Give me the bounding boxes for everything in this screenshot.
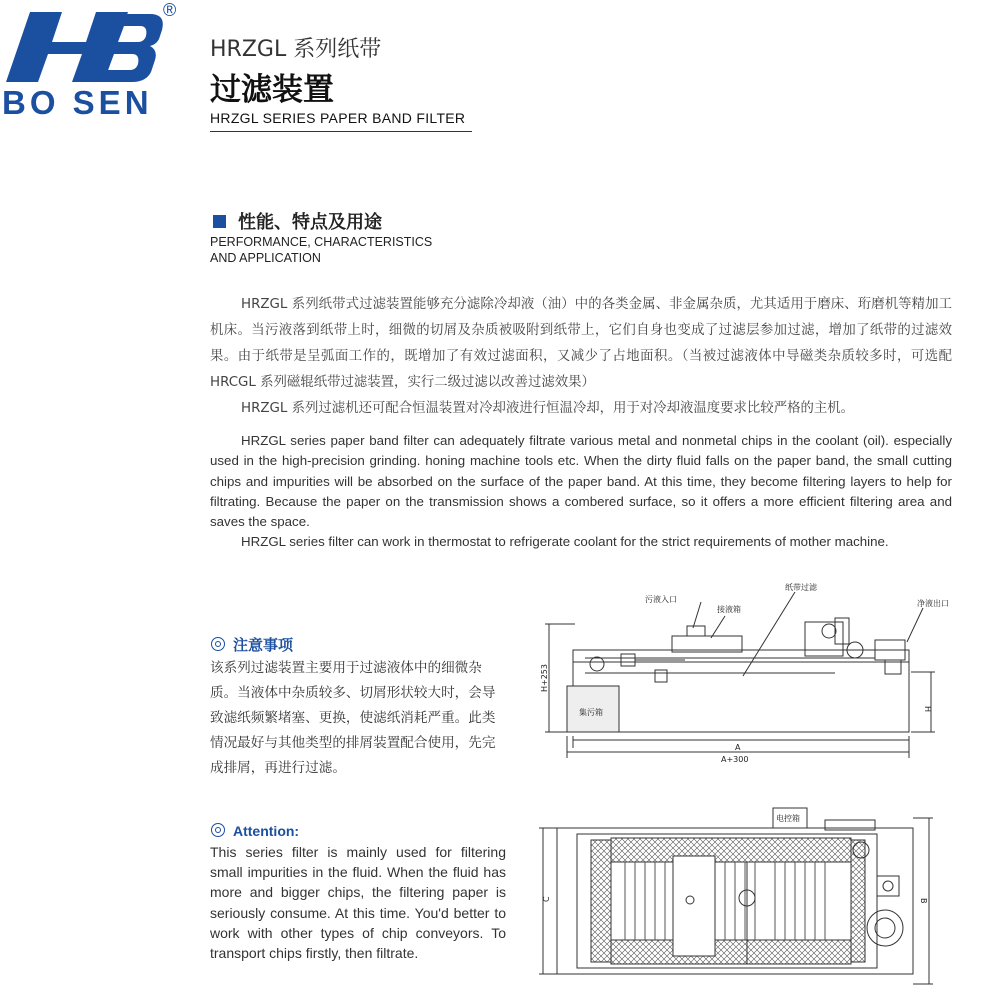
section-title-en: [210, 234, 432, 266]
section-title-en-line1: PERFORMANCE, CHARACTERISTICS: [210, 235, 433, 249]
description-cn: [210, 292, 952, 422]
section-heading: [213, 208, 382, 234]
drive-roller: [590, 657, 604, 671]
title-series: HRZGL 系列纸带: [210, 37, 382, 62]
pump-unit: [867, 910, 903, 946]
brand-name: BO SEN: [2, 84, 153, 121]
section-title-cn: 性能、特点及用途: [238, 212, 382, 233]
title-product: 过滤装置: [210, 72, 334, 108]
label-receiver: 接液箱: [717, 605, 741, 614]
registered-mark: ®: [163, 0, 177, 20]
paper-roll: [822, 624, 836, 638]
mesh-bottom: [611, 940, 851, 964]
notes-title-cn: 注意事项: [233, 636, 294, 654]
circle-bullet-icon: [211, 823, 225, 837]
description-cn-paragraph-1: HRZGL 系列纸带式过滤装置能够充分滤除冷却液（油）中的各类金属、非金属杂质，尤其适用于磨床、珩磨机等精加工机床。当污液落到纸带上时，细微的切屑及杂质被吸附到纸带上，它们自身也变成了过滤层参加过滤，增加了纸带的过滤效果。由于纸带是呈弧面工作的，既增加了有效过滤面积，又减少了占地面积。（当被过滤液体中导磁类杂质较多时，可选配 HRCGL 系列磁辊纸带过滤装置，实行二级过滤以改善过滤效果）: [210, 297, 952, 390]
section-title-en-line2: AND APPLICATION: [210, 251, 321, 265]
description-en: [210, 431, 952, 553]
label-control-box: 电控箱: [776, 814, 800, 823]
notes-body-cn: 该系列过滤装置主要用于过滤液体中的细微杂质。当液体中杂质较多、切屑形状较大时，会导致滤纸频繁堵塞、更换，使滤纸消耗严重。此类情况最好与其他类型的排屑装置配合使用，先完成排屑，再进行过滤。: [210, 660, 496, 776]
mesh-top: [611, 838, 851, 862]
dim-a-300: A+300: [721, 755, 749, 764]
attention-title: Attention:: [233, 823, 300, 839]
paper-box: [805, 622, 843, 656]
title-english: HRZGL SERIES PAPER BAND FILTER: [210, 110, 466, 126]
description-en-paragraph-1: HRZGL series paper band filter can adequately filtrate various metal and nonmetal chips in the coolant (oil). especially used in the high-precision grinding. honing machine tools etc. When the dirty fluid falls on the paper band, the small cutting chips and impurities will be absorbed on the surface of the paper band. At this time, they become filtering layers to help for filtrating. Because the paper on the transmission shows a combered surface, so it offers a more efficient filtering area and saves the space.: [210, 433, 952, 530]
side-view-drawing: [535, 580, 955, 770]
bosen-logo-mark: [0, 6, 170, 86]
dim-h-253: H+253: [540, 664, 549, 692]
attention-body: This series filter is mainly used for filtering small impurities in the fluid. When the fluid has more and bigger chips, the filtering paper is seriously consume. At this time. You'd better to work with other types of chip conveyors. To transport chips firstly, then filtrate.: [210, 844, 506, 962]
dim-c: C: [542, 896, 551, 902]
label-inlet: 污液入口: [645, 595, 677, 604]
square-bullet-icon: [213, 215, 226, 228]
description-cn-paragraph-2: HRZGL 系列过滤机还可配合恒温装置对冷却液进行恒温冷却，用于对冷却液温度要求比较严格的主机。: [241, 401, 855, 416]
label-outlet: 净液出口: [917, 599, 949, 608]
title-underline: [210, 131, 472, 132]
top-view-drawing: [535, 800, 955, 990]
dim-h: H: [923, 706, 932, 713]
description-en-paragraph-2: HRZGL series filter can work in thermostat to refrigerate coolant for the strict requirements of mother machine.: [241, 534, 889, 550]
circle-bullet-icon: [211, 637, 225, 651]
dim-b: B: [919, 898, 928, 904]
label-sludge-tank: 集污箱: [579, 708, 603, 717]
dim-a: A: [735, 743, 741, 752]
label-paper-band: 纸带过滤: [785, 583, 817, 592]
notes-heading-cn: [211, 634, 293, 655]
attention-heading: [211, 823, 299, 839]
